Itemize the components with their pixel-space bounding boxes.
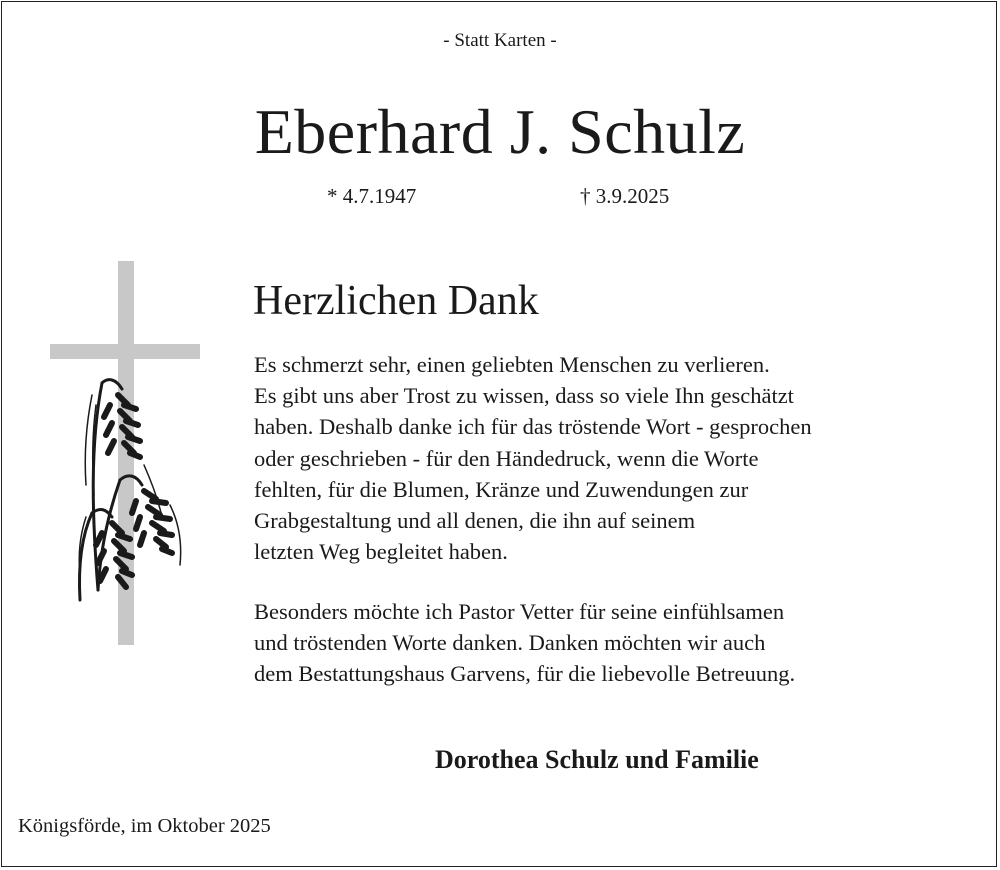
thanks-paragraph-2 [254,596,795,690]
signature: Dorothea Schulz und Familie [435,745,759,774]
paragraph-line: haben. Deshalb danke ich für das tröstende Wort - gesprochen [254,414,812,440]
paragraph-line: fehlten, für die Blumen, Kränze und Zuwendungen zur [254,476,749,502]
place-and-date: Königsförde, im Oktober 2025 [18,815,271,837]
deceased-name: Eberhard J. Schulz [254,96,746,167]
paragraph-line: oder geschrieben - für den Händedruck, wenn die Worte [254,445,759,471]
thanks-heading: Herzlichen Dank [253,278,539,324]
paragraph-line: Es gibt uns aber Trost zu wissen, dass so viele Ihn geschätzt [254,383,794,409]
subtitle: - Statt Karten - [443,30,557,51]
birth-date: * 4.7.1947 [327,184,417,208]
cross-with-wheat-illustration [40,255,210,655]
paragraph-line: Es schmerzt sehr, einen geliebten Menschen zu verlieren. [254,352,770,377]
paragraph-line: und tröstenden Worte danken. Danken möchten wir auch [254,630,766,656]
death-date: † 3.9.2025 [580,184,670,208]
thanks-paragraph-1 [254,349,812,567]
paragraph-line: Besonders möchte ich Pastor Vetter für seine einfühlsamen [254,599,785,624]
paragraph-line: Grabgestaltung und all denen, die ihn auf seinem [254,508,696,534]
paragraph-line: letzten Weg begleitet haben. [254,539,508,565]
paragraph-line: dem Bestattungshaus Garvens, für die liebevolle Betreuung. [254,661,796,687]
